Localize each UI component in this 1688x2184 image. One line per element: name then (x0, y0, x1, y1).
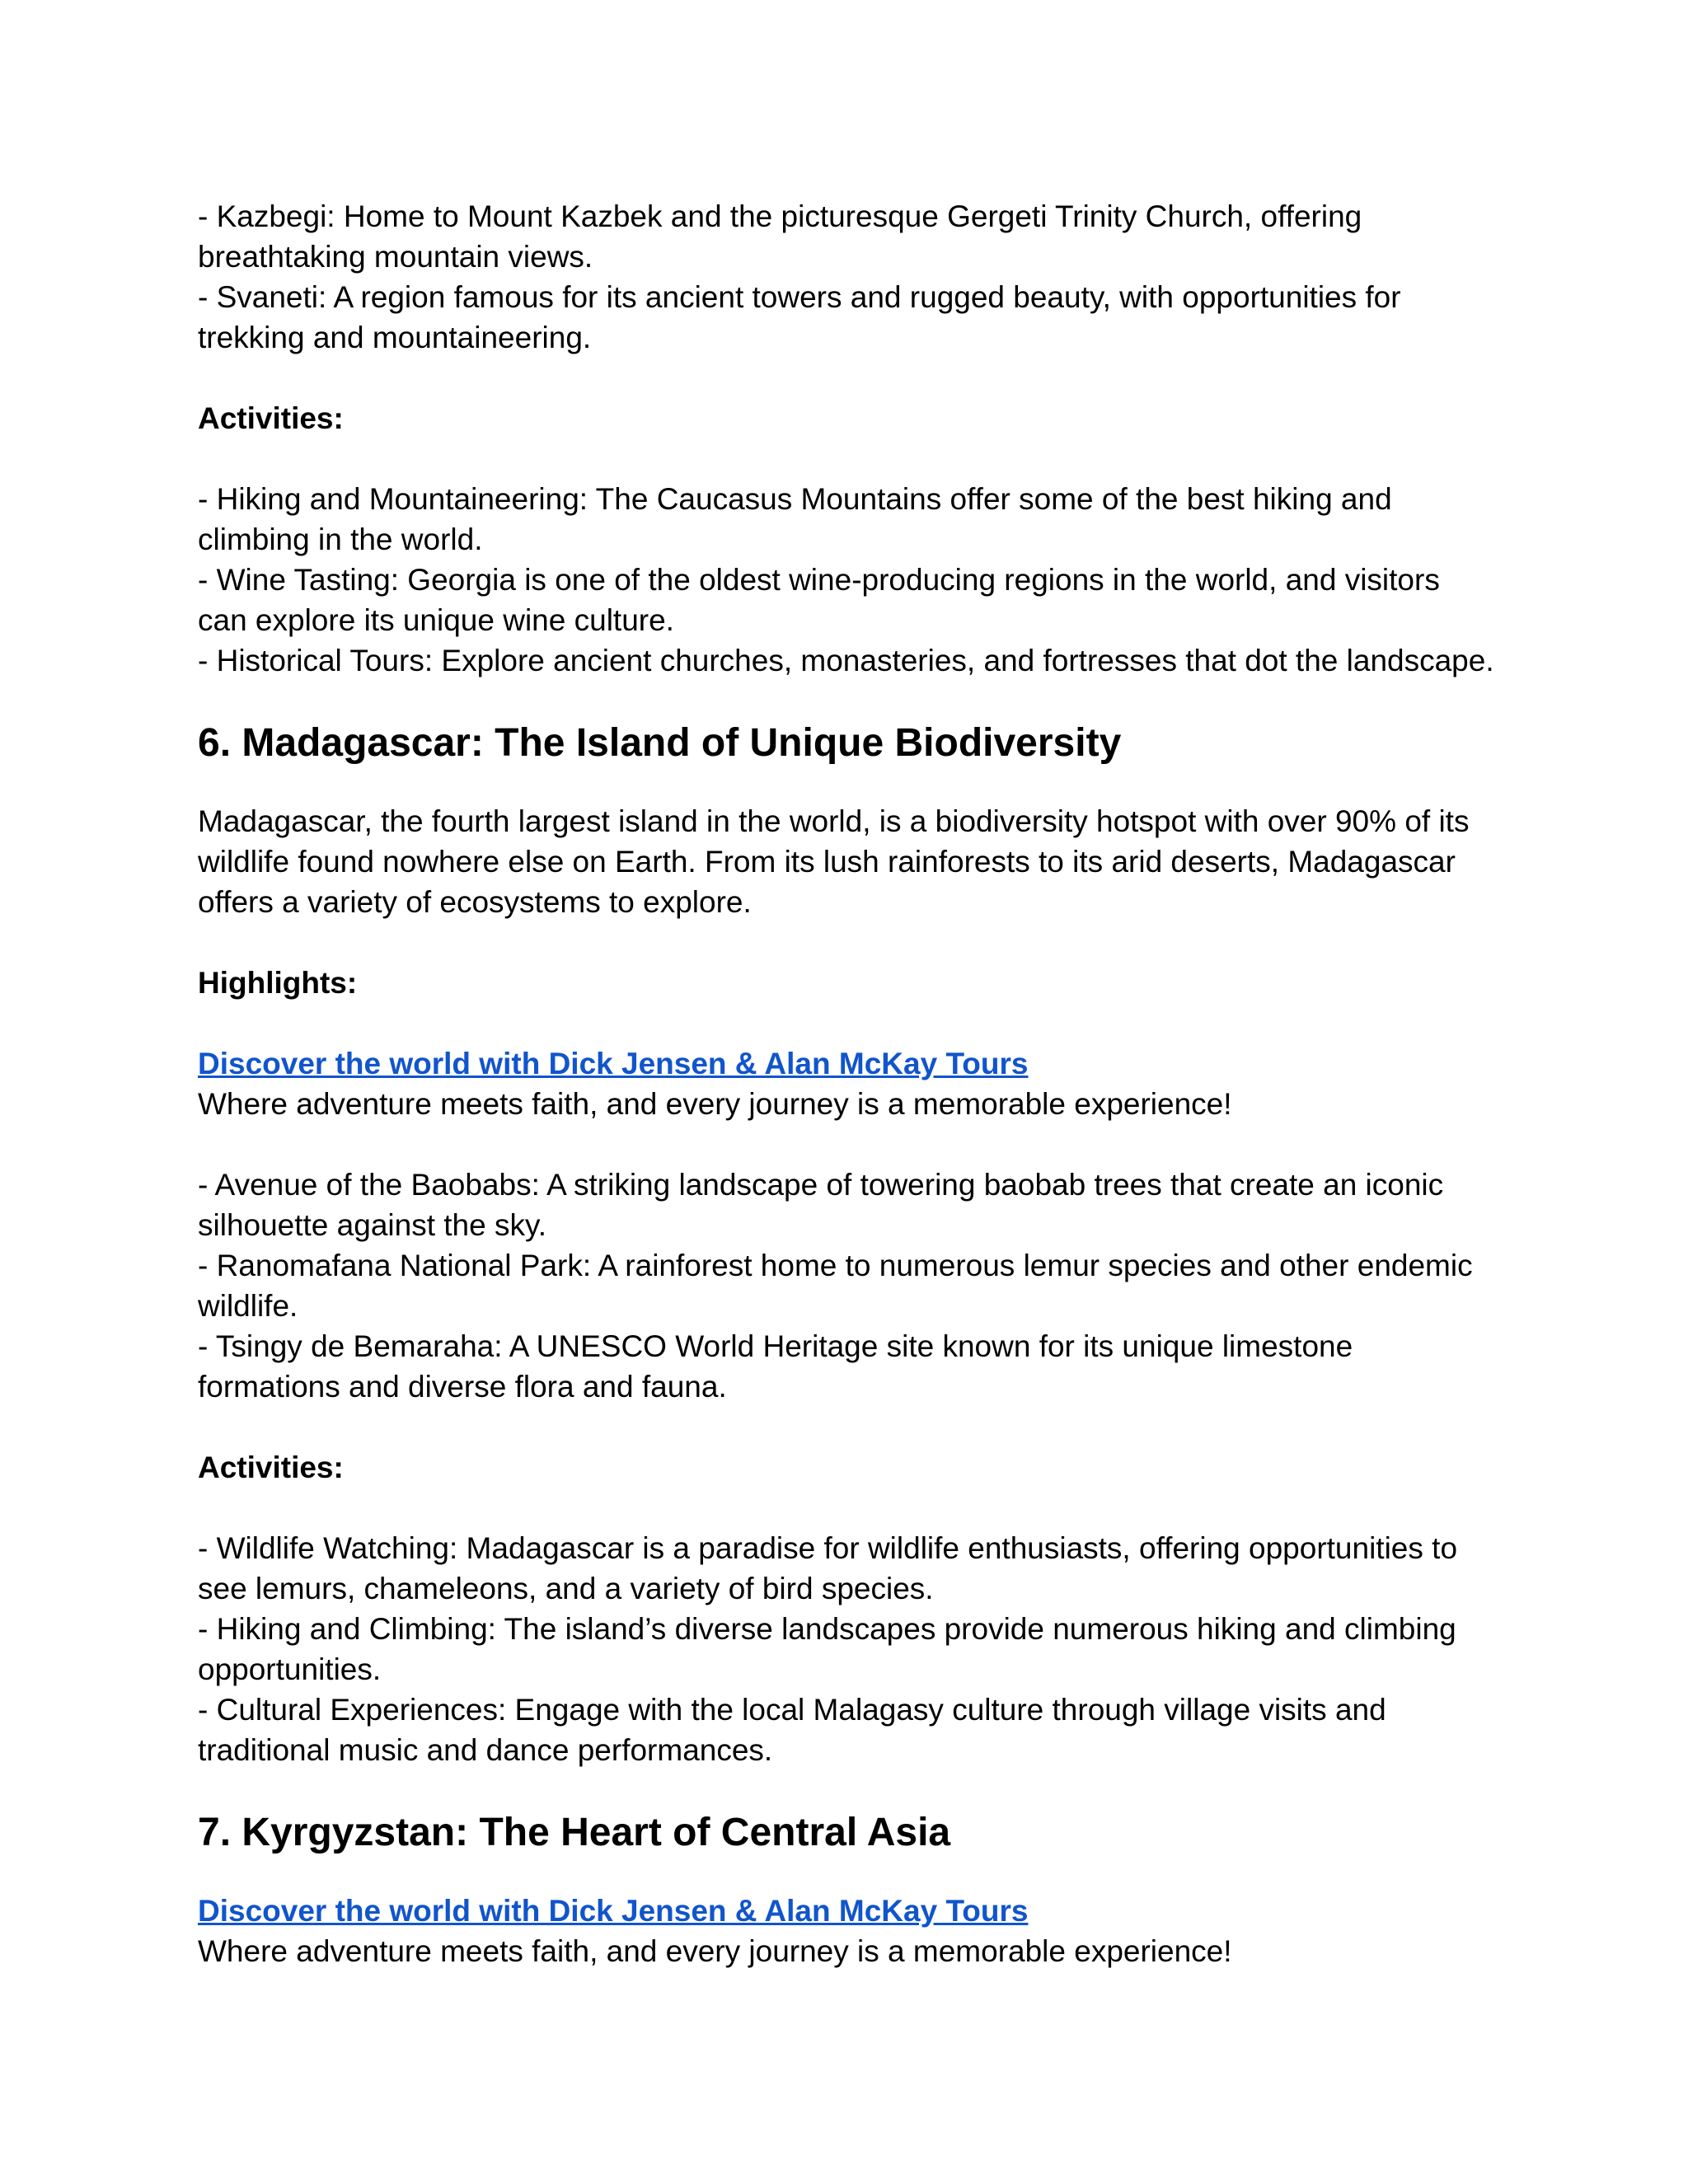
madagascar-activities (198, 1528, 1517, 1770)
activity-line: traditional music and dance performances. (198, 1733, 773, 1767)
spacer (198, 1488, 1517, 1528)
highlight-line: - Kazbegi: Home to Mount Kazbek and the picturesque Gergeti Trinity Church, offering (198, 199, 1362, 233)
promo-block (198, 1891, 1517, 1971)
highlight-line: trekking and mountaineering. (198, 321, 592, 354)
activity-line: climbing in the world. (198, 523, 483, 556)
georgia-highlights (198, 196, 1517, 358)
document-page (198, 196, 1517, 1971)
promo-text: Where adventure meets faith, and every journey is a memorable experience! (198, 1934, 1232, 1968)
promo-text: Where adventure meets faith, and every journey is a memorable experience! (198, 1087, 1232, 1121)
spacer (198, 1003, 1517, 1043)
activity-line: can explore its unique wine culture. (198, 603, 674, 637)
promo-link[interactable]: Discover the world with Dick Jensen & Alan McKay Tours (198, 1047, 1029, 1080)
highlight-line: breathtaking mountain views. (198, 240, 593, 274)
spacer (198, 1858, 1517, 1891)
activity-line: - Historical Tours: Explore ancient churches, monasteries, and fortresses that dot the landscape. (198, 644, 1494, 677)
intro-line: offers a variety of ecosystems to explore. (198, 885, 752, 919)
activity-line: - Wine Tasting: Georgia is one of the oldest wine-producing regions in the world, and visitors (198, 563, 1440, 597)
highlight-line: silhouette against the sky. (198, 1208, 547, 1242)
highlight-line: formations and diverse flora and fauna. (198, 1370, 727, 1404)
activity-line: - Cultural Experiences: Engage with the local Malagasy culture through village visits and (198, 1693, 1386, 1727)
activities-label: Activities: (198, 401, 344, 435)
activity-line: - Hiking and Mountaineering: The Caucasus Mountains offer some of the best hiking and (198, 482, 1392, 516)
highlight-line: wildlife. (198, 1289, 298, 1323)
spacer (198, 922, 1517, 963)
activities-label: Activities: (198, 1451, 344, 1484)
promo-block (198, 1043, 1517, 1124)
spacer (198, 358, 1517, 398)
highlights-label: Highlights: (198, 966, 358, 1000)
section-heading-madagascar: 6. Madagascar: The Island of Unique Biodiversity (198, 721, 1122, 765)
madagascar-intro (198, 801, 1517, 922)
madagascar-highlights (198, 1165, 1517, 1407)
highlight-line: - Tsingy de Bemaraha: A UNESCO World Heritage site known for its unique limestone (198, 1329, 1353, 1363)
intro-line: Madagascar, the fourth largest island in the world, is a biodiversity hotspot with over 90% of its (198, 804, 1470, 838)
activity-line: see lemurs, chameleons, and a variety of bird species. (198, 1572, 934, 1605)
georgia-activities (198, 479, 1517, 681)
intro-line: wildlife found nowhere else on Earth. From its lush rainforests to its arid deserts, Madagascar (198, 845, 1456, 879)
highlight-line: - Svaneti: A region famous for its ancient towers and rugged beauty, with opportunities for (198, 280, 1401, 314)
section-heading-kyrgyzstan: 7. Kyrgyzstan: The Heart of Central Asia (198, 1811, 951, 1854)
activity-line: - Hiking and Climbing: The island’s diverse landscapes provide numerous hiking and climbing (198, 1612, 1456, 1646)
highlight-line: - Ranomafana National Park: A rainforest home to numerous lemur species and other endemic (198, 1249, 1473, 1282)
spacer (198, 1124, 1517, 1165)
activity-line: - Wildlife Watching: Madagascar is a paradise for wildlife enthusiasts, offering opportunities to (198, 1531, 1458, 1565)
activity-line: opportunities. (198, 1652, 382, 1686)
spacer (198, 768, 1517, 801)
spacer (198, 438, 1517, 479)
promo-link[interactable]: Discover the world with Dick Jensen & Alan McKay Tours (198, 1894, 1029, 1928)
highlight-line: - Avenue of the Baobabs: A striking landscape of towering baobab trees that create an iconic (198, 1168, 1444, 1202)
spacer (198, 1407, 1517, 1447)
